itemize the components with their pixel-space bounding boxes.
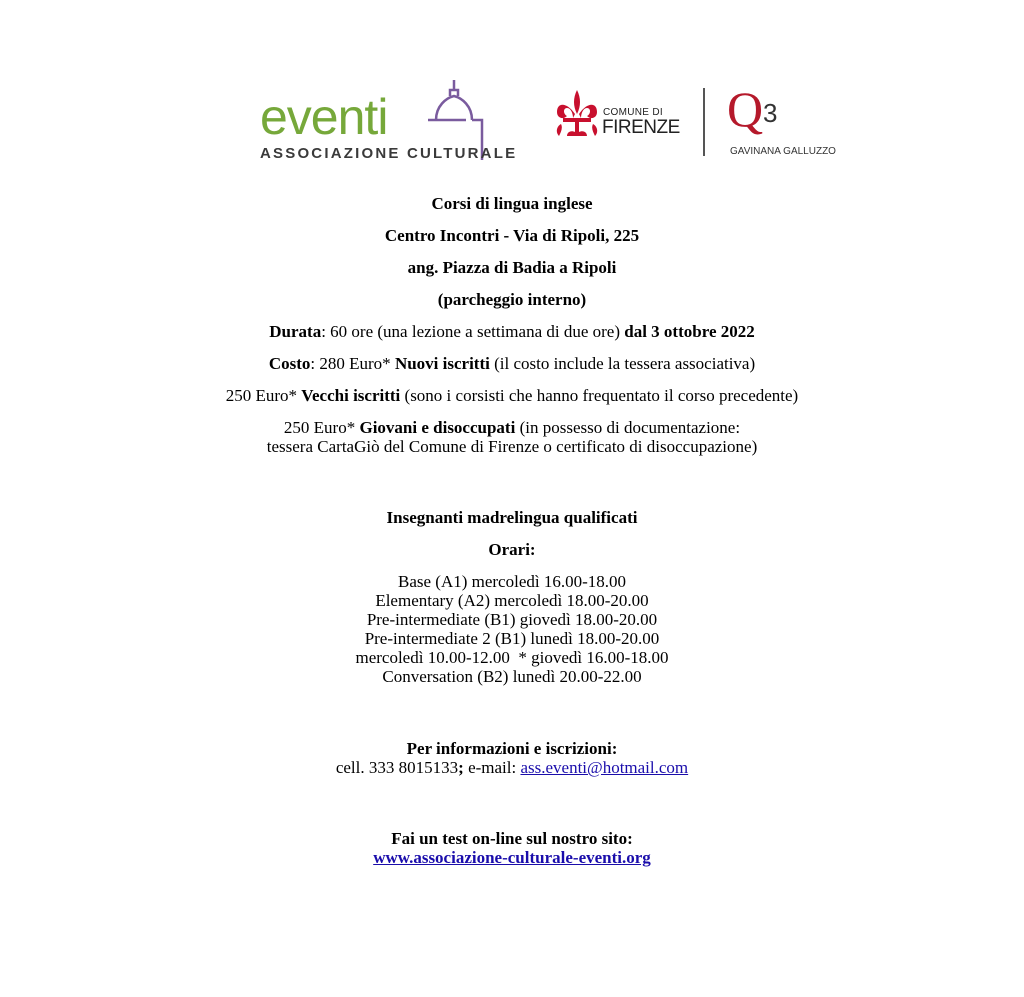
schedule-item: Pre-intermediate (B1) giovedì 18.00-20.00 [366,610,658,629]
schedule-item: mercoledì 10.00-12.00 * giovedì 16.00-18.00 [355,648,669,667]
vecchi-note: (sono i corsisti che hanno frequentato il corso precedente) [400,386,799,405]
giovani-category: Giovani e disoccupati [359,418,516,437]
schedule-item: Conversation (B2) lunedì 20.00-22.00 [382,667,642,686]
giovani-price: 250 Euro* [283,418,360,437]
costo-line [0,354,1024,373]
email-link[interactable]: ass.eventi@hotmail.com [520,758,689,777]
test-heading: Fai un test on-line sul nostro sito: [391,829,633,848]
flyer-body [0,194,1024,867]
schedule-item: Base (A1) mercoledì 16.00-18.00 [397,572,627,591]
costo-price: : 280 Euro* [310,354,395,373]
address-line-1: Centro Incontri - Via di Ripoli, 225 [384,226,640,245]
firenze-logo-small-text: COMUNE DI [603,107,663,118]
durata-line [0,322,1024,341]
durata-label: Durata [269,322,322,341]
eventi-logo-word: eventi [260,89,388,145]
durata-date: dal 3 ottobre 2022 [624,322,755,341]
giovani-note-2: tessera CartaGiò del Comune di Firenze o certificato di disoccupazione) [266,437,758,456]
durata-text: : 60 ore (una lezione a settimana di due ore) [321,322,625,341]
q3-logo-subtitle: GAVINANA GALLUZZO [730,146,836,157]
course-title: Corsi di lingua inglese [431,194,593,213]
insegnanti-heading: Insegnanti madrelingua qualificati [386,508,638,527]
website-line [0,848,1024,867]
q3-logo-letter: Q [727,81,764,137]
contact-line [0,758,1024,777]
vecchi-price: 250 Euro* [225,386,302,405]
schedule-list [0,572,1024,686]
orari-heading: Orari: [488,540,536,559]
q3-logo-number: 3 [763,98,778,128]
logo-bar [0,78,1024,168]
comune-firenze-logo [553,88,703,148]
q3-logo [727,81,847,158]
firenze-logo-name: FIRENZE [602,117,680,138]
costo-label: Costo [268,354,311,373]
vecchi-line [0,386,1024,405]
address-line-2: ang. Piazza di Badia a Ripoli [407,258,617,277]
info-heading: Per informazioni e iscrizioni: [406,739,618,758]
email-label: e-mail: [463,758,521,777]
florence-lily-icon [553,88,601,144]
eventi-logo-subtitle: ASSOCIAZIONE CULTURALE [260,145,518,162]
giovani-note: (in possesso di documentazione: [515,418,741,437]
parking-note: (parcheggio interno) [437,290,587,309]
schedule-item: Pre-intermediate 2 (B1) lunedì 18.00-20.00 [364,629,660,648]
vecchi-category: Vecchi iscritti [301,386,401,405]
phone-number: cell. 333 8015133 [335,758,459,777]
contact-separator: ; [458,758,464,777]
costo-note: (il costo include la tessera associativa) [489,354,756,373]
costo-category: Nuovi iscritti [394,354,490,373]
eventi-logo [258,78,518,162]
logo-divider [703,88,705,156]
schedule-item: Elementary (A2) mercoledì 18.00-20.00 [375,591,649,610]
giovani-line [0,418,1024,437]
website-link[interactable]: www.associazione-culturale-eventi.org [373,848,651,867]
